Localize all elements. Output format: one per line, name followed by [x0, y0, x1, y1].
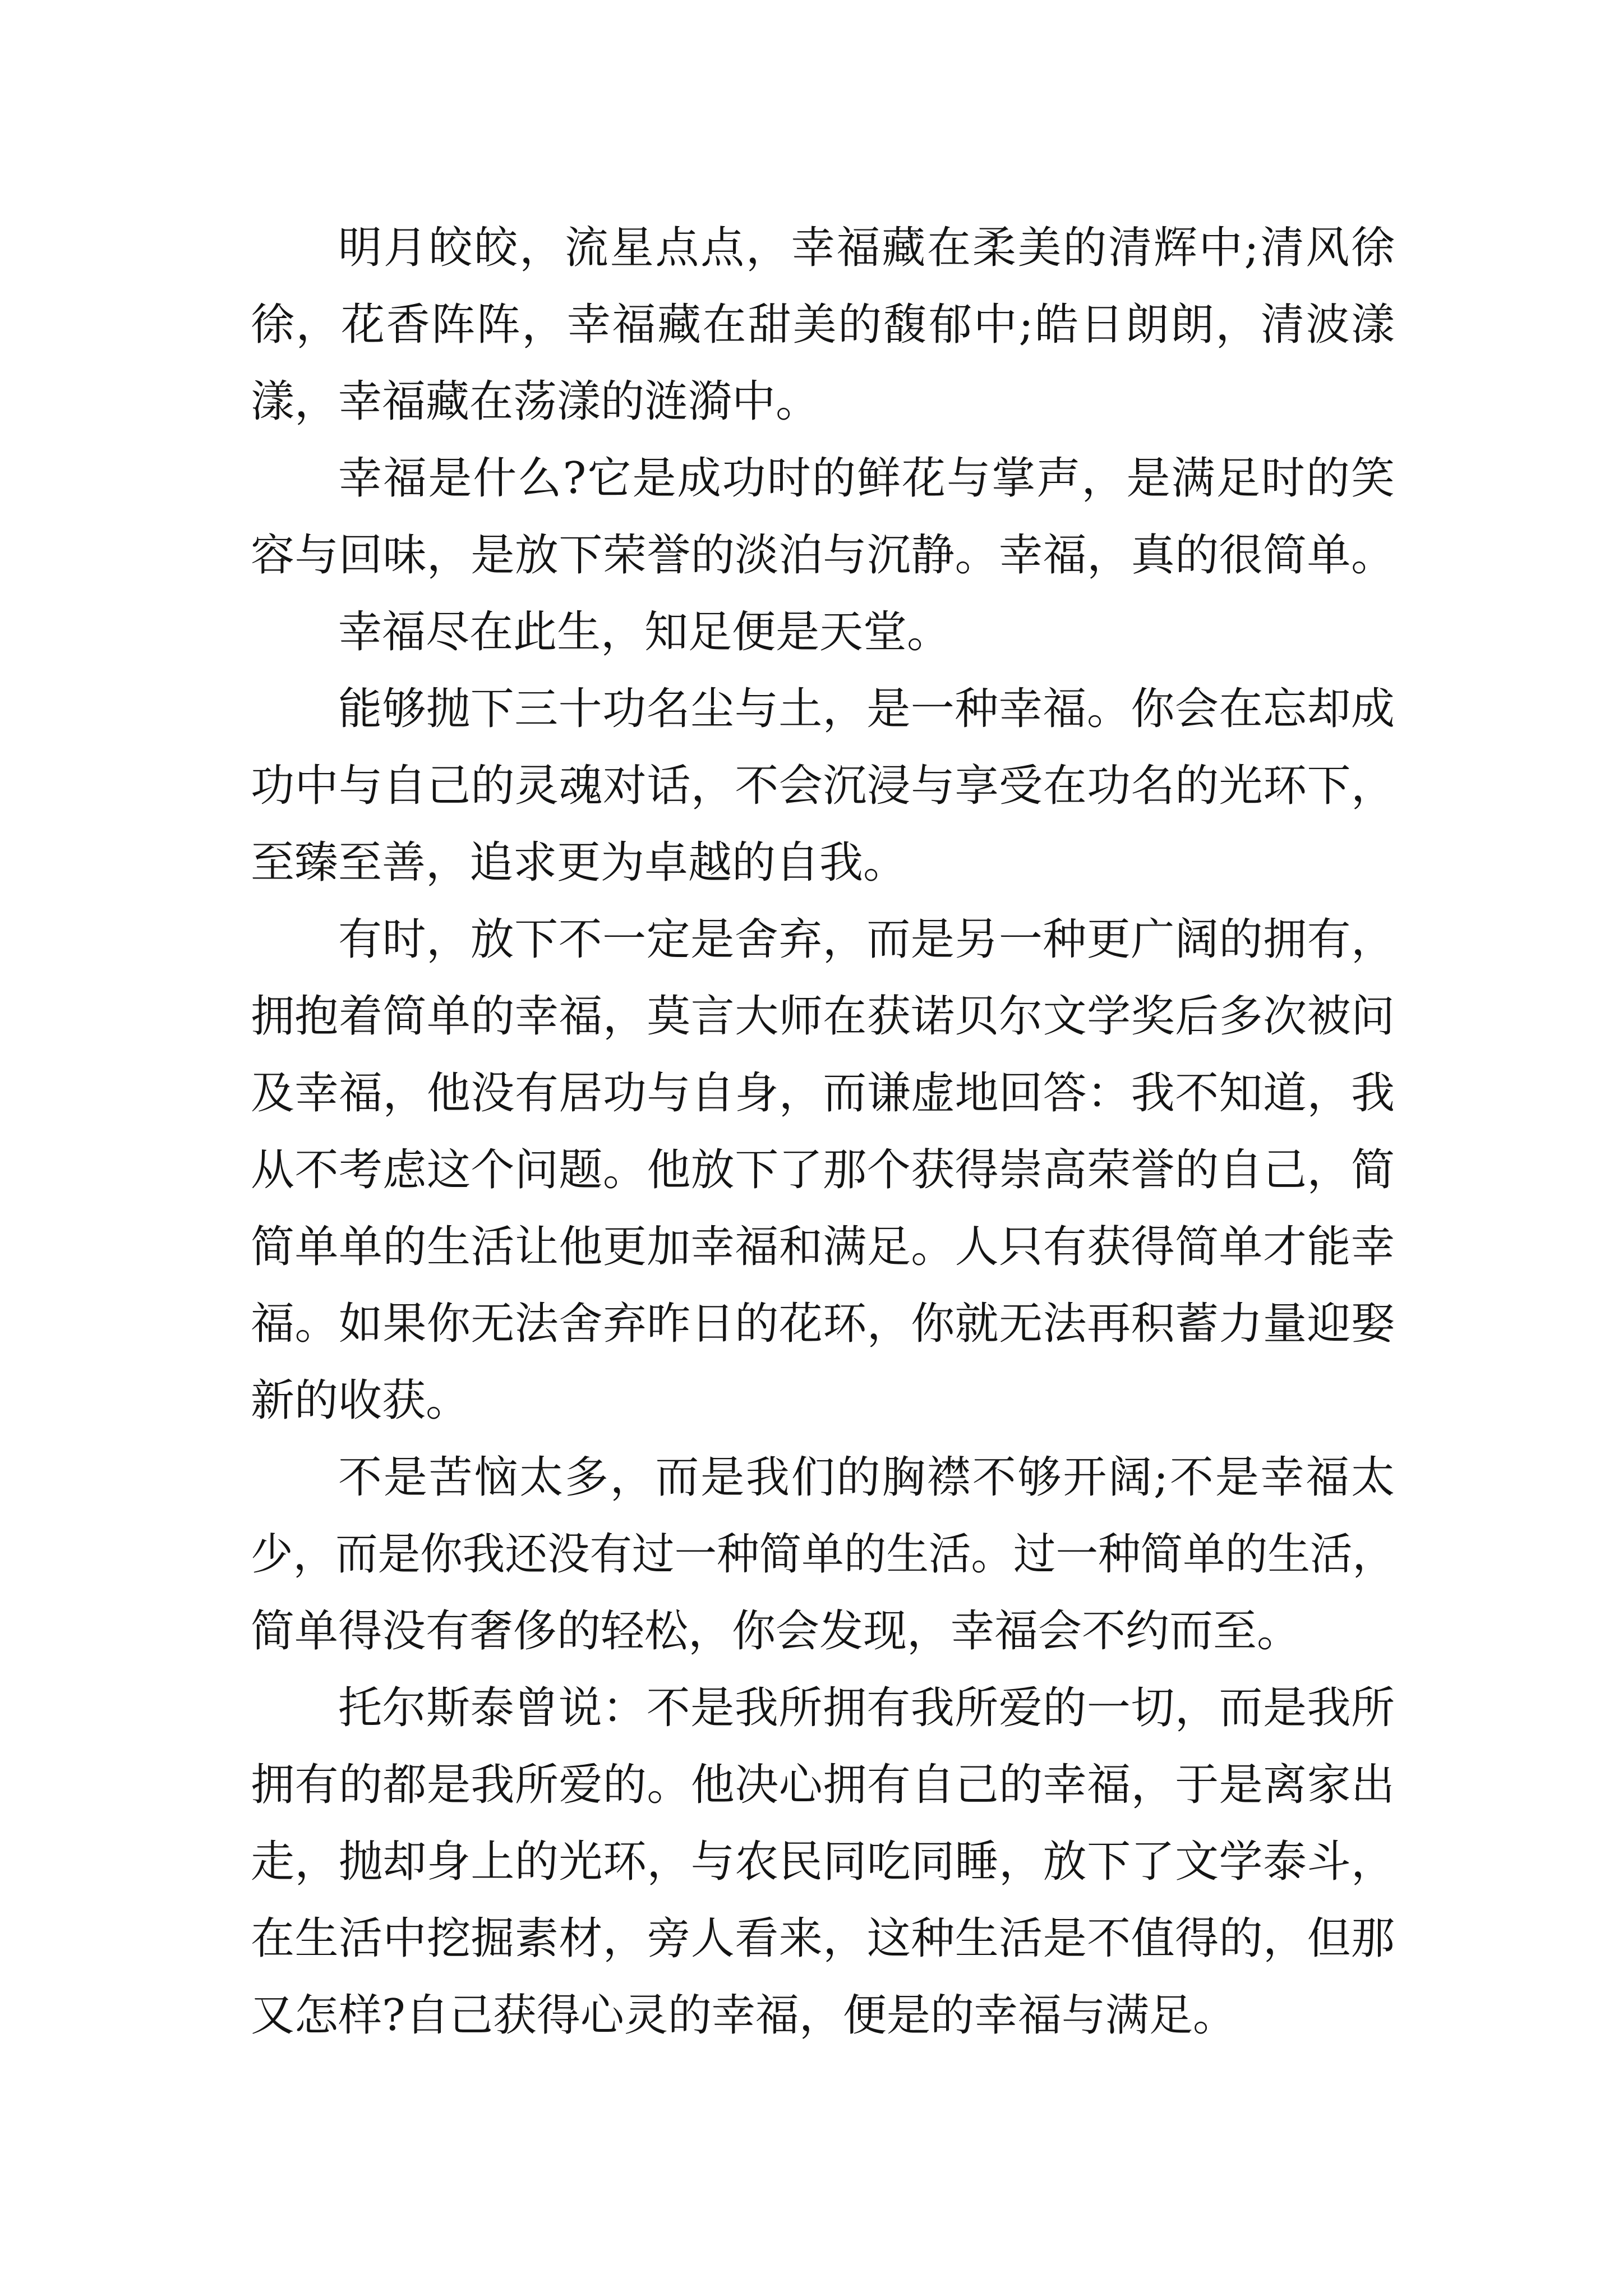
text-line	[251, 1670, 1395, 1747]
text-line	[251, 1055, 1395, 1132]
paragraph-7	[251, 1670, 1395, 2054]
line-text: 走，抛却身上的光环，与农民同吃同睡，放下了文学泰斗，	[251, 1837, 1395, 1887]
text-line	[251, 1286, 1395, 1363]
line-text: 有时，放下不一定是舍弃，而是另一种更广阔的拥有，	[338, 914, 1395, 965]
line-text: 福。如果你无法舍弃昨日的花环，你就无法再积蓄力量迎娶	[251, 1299, 1395, 1349]
text-line	[251, 594, 1395, 671]
line-text: 简单得没有奢侈的轻松，你会发现，幸福会不约而至。	[251, 1606, 1301, 1657]
line-text: 徐，花香阵阵，幸福藏在甜美的馥郁中;皓日朗朗，清波漾	[251, 300, 1395, 350]
line-text: 又怎样?自己获得心灵的幸福，便是的幸福与满足。	[251, 1990, 1237, 2041]
line-text: 在生活中挖掘素材，旁人看来，这种生活是不值得的，但那	[251, 1913, 1395, 1964]
text-line	[251, 748, 1395, 825]
text-line	[251, 1363, 1395, 1439]
line-text: 拥有的都是我所爱的。他决心拥有自己的幸福，于是离家出	[251, 1760, 1395, 1810]
paragraph-5	[251, 901, 1395, 1439]
line-text: 容与回味，是放下荣誉的淡泊与沉静。幸福，真的很简单。	[251, 530, 1395, 581]
line-text: 简单单的生活让他更加幸福和满足。人只有获得简单才能幸	[251, 1222, 1395, 1272]
line-text: 托尔斯泰曾说：不是我所拥有我所爱的一切，而是我所	[338, 1683, 1395, 1733]
text-line	[251, 364, 1395, 440]
text-line	[251, 1439, 1395, 1516]
line-text: 幸福是什么?它是成功时的鲜花与掌声，是满足时的笑	[338, 453, 1395, 504]
paragraph-3	[251, 594, 1395, 671]
line-text: 新的收获。	[251, 1375, 470, 1426]
line-text: 漾，幸福藏在荡漾的涟漪中。	[251, 376, 820, 427]
text-line	[251, 440, 1395, 517]
line-text: 幸福尽在此生，知足便是天堂。	[338, 607, 951, 657]
text-line	[251, 1824, 1395, 1901]
line-text: 拥抱着简单的幸福，莫言大师在获诺贝尔文学奖后多次被问	[251, 991, 1395, 1042]
text-line	[251, 210, 1395, 287]
line-text: 从不考虑这个问题。他放下了那个获得崇高荣誉的自己，简	[251, 1145, 1395, 1195]
text-line	[251, 1901, 1395, 1977]
line-text: 及幸福，他没有居功与自身，而谦虚地回答：我不知道，我	[251, 1068, 1395, 1119]
line-text: 少，而是你我还没有过一种简单的生活。过一种简单的生活，	[251, 1529, 1395, 1580]
text-line	[251, 901, 1395, 978]
text-line	[251, 1516, 1395, 1593]
line-text: 功中与自己的灵魂对话，不会沉浸与享受在功名的光环下，	[251, 761, 1395, 811]
text-line	[251, 1977, 1395, 2054]
text-line	[251, 825, 1395, 901]
text-line	[251, 1132, 1395, 1209]
line-text: 至臻至善，追求更为卓越的自我。	[251, 838, 907, 888]
paragraph-6	[251, 1439, 1395, 1670]
paragraph-2	[251, 440, 1395, 594]
text-line	[251, 1593, 1395, 1670]
text-line	[251, 1209, 1395, 1286]
document-body	[251, 210, 1395, 2054]
text-line	[251, 517, 1395, 594]
line-text: 不是苦恼太多，而是我们的胸襟不够开阔;不是幸福太	[338, 1452, 1395, 1503]
paragraph-1	[251, 210, 1395, 440]
line-text: 能够抛下三十功名尘与土，是一种幸福。你会在忘却成	[338, 684, 1395, 734]
text-line	[251, 978, 1395, 1055]
paragraph-4	[251, 671, 1395, 901]
text-line	[251, 1747, 1395, 1824]
text-line	[251, 287, 1395, 364]
text-line	[251, 671, 1395, 748]
line-text: 明月皎皎，流星点点，幸福藏在柔美的清辉中;清风徐	[338, 223, 1395, 273]
